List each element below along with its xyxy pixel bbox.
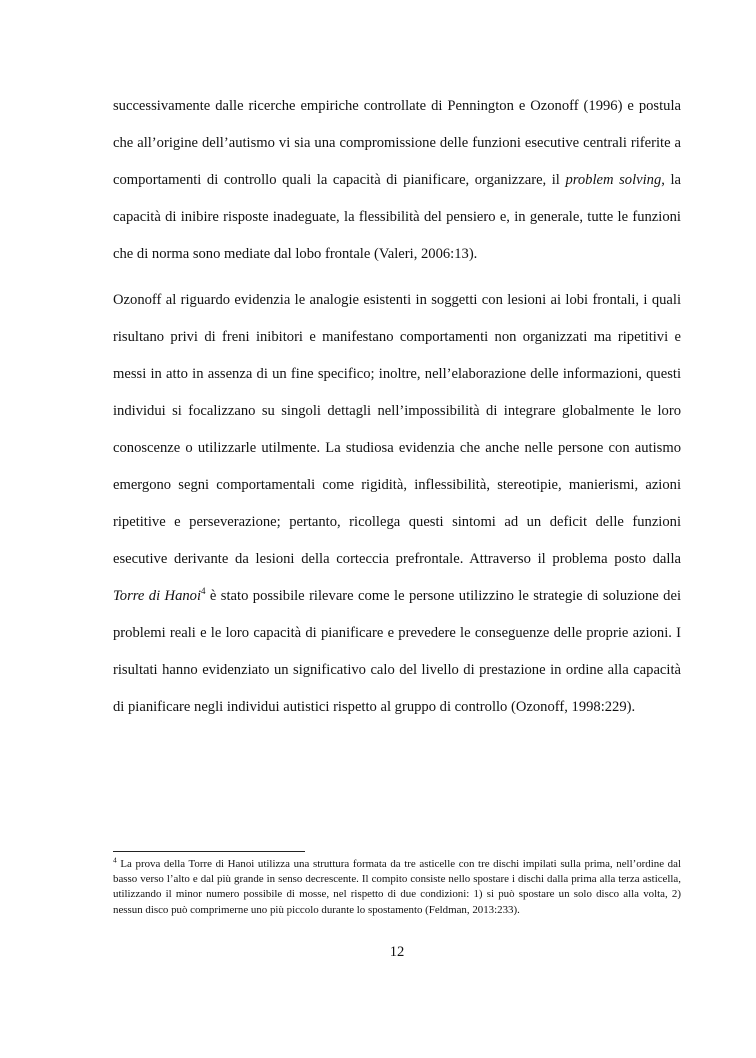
paragraph-2-text-a: Ozonoff al riguardo evidenzia le analogie esistenti in soggetti con lesioni ai lobi frontali, i quali risultano privi di freni inibitori e manifestano comportamenti non organizzati ma ripetitivi e messi in atto in assenza di un fine specifico; inoltre, nell’elaborazione delle informazioni, questi individui si focalizzano su singoli dettagli nell’impossibilità di integrare globalmente le loro conoscenze o utilizzarle utilmente. La studiosa evidenzia che anche nelle persone con autismo emergono segni comportamentali come rigidità, inflessibilità, stereotipie, manierismi, azioni ripetitive e perseverazione; pertanto, ricollega questi sintomi ad un deficit delle funzioni esecutive derivante da lesioni della corteccia prefrontale. Attraverso il problema posto dalla	[113, 292, 681, 567]
footnote-mark: 4	[113, 855, 117, 865]
footnote	[113, 857, 681, 918]
page-number: 12	[389, 944, 405, 960]
italic-term-problem-solving: problem solving	[565, 172, 662, 188]
footnote-text: La prova della Torre di Hanoi utilizza una struttura formata da tre asticelle con tre dischi impilati sulla prima, nell’ordine dal basso verso l’alto e dal più grande in senso decrescente. Il compito consiste nello spostare i dischi dalla prima alla terza asticella, utilizzando il minor numero possibile di mosse, nel rispetto di due condizioni: 1) si può spostare un solo disco alla volta, 2) nessun disco può comprimerne uno più piccolo durante lo spostamento (Feldman, 2013:233).	[113, 858, 681, 916]
footnote-reference: 4	[201, 586, 206, 597]
body-text	[113, 88, 681, 726]
paragraph-2	[113, 282, 681, 726]
footnote-separator	[113, 851, 305, 852]
paragraph-1-text-a: successivamente dalle ricerche empiriche controllate di Pennington e Ozonoff (1996) e postula che all’origine dell’autismo vi sia una compromissione delle funzioni esecutive centrali riferite a comportamenti di controllo quali la capacità di pianificare, organizzare, il	[113, 98, 681, 188]
paragraph-2-text-b: è stato possibile rilevare come le persone utilizzino le strategie di soluzione dei problemi reali e le loro capacità di pianificare e prevedere le conseguenze delle proprie azioni. I risultati hanno evidenziato un significativo calo del livello di prestazione in ordine alla capacità di pianificare negli individui autistici rispetto al gruppo di controllo (Ozonoff, 1998:229).	[113, 588, 681, 715]
italic-term-torre-di-hanoi: Torre di Hanoi	[113, 588, 202, 604]
paragraph-1-text-b: , la capacità di inibire risposte inadeguate, la flessibilità del pensiero e, in generale, tutte le funzioni che di norma sono mediate dal lobo frontale (Valeri, 2006:13).	[113, 172, 682, 262]
paragraph-1	[113, 88, 681, 273]
